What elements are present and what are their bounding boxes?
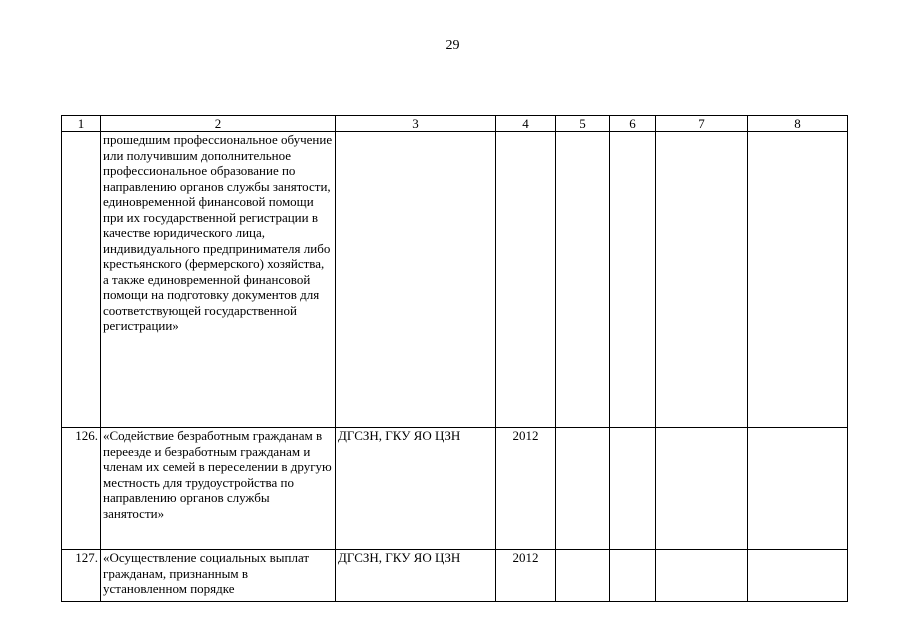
header-col-1: 1 [62, 116, 101, 132]
col-8-cell [748, 428, 848, 550]
year: 2012 [496, 550, 556, 602]
col-7-cell [656, 428, 748, 550]
executor: ДГСЗН, ГКУ ЯО ЦЗН [336, 550, 496, 602]
year [496, 132, 556, 428]
col-7-cell [656, 132, 748, 428]
program-table [61, 115, 848, 602]
row-number: 126. [62, 428, 101, 550]
page-number: 29 [445, 38, 460, 53]
header-col-5: 5 [556, 116, 610, 132]
col-6-cell [610, 132, 656, 428]
table-row [62, 428, 848, 550]
row-number [62, 132, 101, 428]
col-5-cell [556, 132, 610, 428]
executor: ДГСЗН, ГКУ ЯО ЦЗН [336, 428, 496, 550]
header-col-6: 6 [610, 116, 656, 132]
row-number: 127. [62, 550, 101, 602]
table-row [62, 550, 848, 602]
table-row [62, 132, 848, 428]
col-8-cell [748, 550, 848, 602]
measure-name: «Содействие безработным гражданам в переезде и безработным гражданам и членам их семей в переселении в другую местность для трудоустройства по направлению органов службы занятости» [101, 428, 336, 550]
table-header [62, 116, 848, 132]
year: 2012 [496, 428, 556, 550]
table-body [62, 132, 848, 602]
col-5-cell [556, 428, 610, 550]
header-row [62, 116, 848, 132]
col-6-cell [610, 428, 656, 550]
header-col-7: 7 [656, 116, 748, 132]
col-6-cell [610, 550, 656, 602]
header-col-3: 3 [336, 116, 496, 132]
header-col-8: 8 [748, 116, 848, 132]
executor [336, 132, 496, 428]
measure-name: «Осуществление социальных выплат гражданам, признанным в установленном порядке [101, 550, 336, 602]
header-col-4: 4 [496, 116, 556, 132]
col-5-cell [556, 550, 610, 602]
col-8-cell [748, 132, 848, 428]
header-col-2: 2 [101, 116, 336, 132]
measure-name: прошедшим профессиональное обучение или получившим дополнительное профессиональное образование по направлению органов службы занятости, единовременной финансовой помощи при их государственной регистрации в качестве юридического лица, индивидуального предпринимателя либо крестьянского (фермерского) хозяйства, а также единовременной финансовой помощи на подготовку документов для соответствующей государственной регистрации» [101, 132, 336, 428]
col-7-cell [656, 550, 748, 602]
